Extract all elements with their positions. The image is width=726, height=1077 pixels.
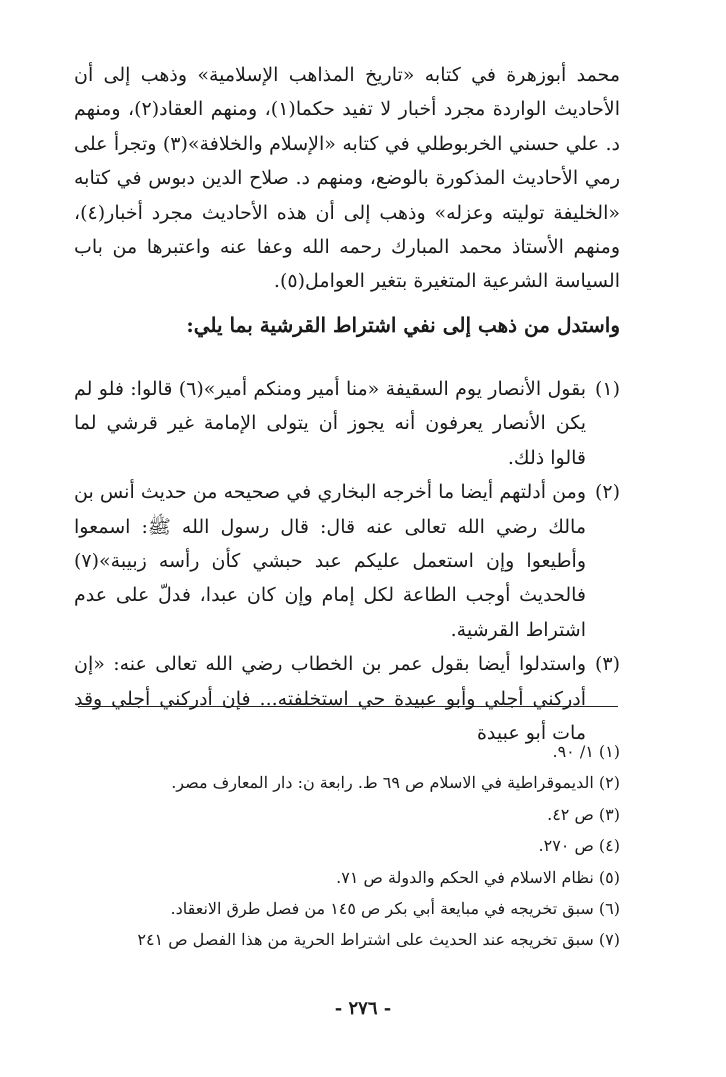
main-text-block (74, 58, 620, 299)
opening-paragraph: محمد أبوزهرة في كتابه «تاريخ المذاهب الإسلامية» وذهب إلى أن الأحاديث الواردة مجرد أخبار لا تفيد حكما(١)، ومنهم العقاد(٢)، ومنهم د. علي حسني الخربوطلي في كتابه «الإسلام والخلافة»(٣) وتجرأ على رمي الأحاديث المذكورة بالوضع، ومنهم د. صلاح الدين دبوس في كتابه «الخليفة توليته وعزله» وذهب إلى أن هذه الأحاديث مجرد أخبار(٤)، ومنهم الأستاذ محمد المبارك رحمه الله وعفا عنه واعتبرها من باب السياسة الشرعية المتغيرة بتغير العوامل(٥). (74, 64, 621, 293)
footnotes-list (74, 736, 620, 956)
footnote: (١) ١/ ٩٠. (552, 742, 620, 761)
page-number: - ٢٧٦ - (334, 998, 392, 1019)
evidence-text: واستدلوا أيضا بقول عمر بن الخطاب رضي الله تعالى عنه: «إن أدركني أجلي وأبو عبيدة حي استخلفته... فإن أدركني أجلي وقد مات أبو عبيدة (74, 653, 586, 745)
footnote: (٤) ص ٢٧٠. (538, 836, 620, 856)
footnote: (٢) الديموقراطية في الاسلام ص ٦٩ ط. رابعة ن: دار المعارف مصر. (171, 773, 620, 793)
evidence-text: بقول الأنصار يوم السقيفة «منا أمير ومنكم أمير»(٦) قالوا: فلو لم يكن الأنصار يعرفون أنه يجوز أن يتولى الإمامة غير قرشي لما قالوا ذلك. (74, 378, 586, 469)
section-heading: واستدل من ذهب إلى نفي اشتراط القرشية بما يلي: (186, 313, 620, 337)
evidence-item (74, 475, 620, 647)
evidence-number: (١) (594, 378, 620, 400)
evidence-text: ومن أدلتهم أيضا ما أخرجه البخاري في صحيحه من حديث أنس بن مالك رضي الله تعالى عنه قال: قال رسول الله ﷺ: اسمعوا وأطيعوا وإن استعمل عليكم عبد حبشي كأن رأسه زبيبة»(٧) فالحديث أوجب الطاعة لكل إمام وإن كان عبدا، فدلّ على عدم اشتراط القرشية. (74, 481, 586, 641)
footnote: (٥) نظام الاسلام في الحكم والدولة ص ٧١. (336, 867, 620, 887)
footnote: (٦) سبق تخريجه في مبايعة أبي بكر ص ١٤٥ من فصل طرق الانعقاد. (170, 899, 620, 919)
evidence-item (74, 372, 620, 475)
evidence-number: (٣) (594, 653, 620, 676)
evidence-list (74, 372, 620, 750)
footnote: (٧) سبق تخريجه عند الحديث على اشتراط الحرية من هذا الفصل ص ٢٤١ (137, 930, 620, 950)
evidence-item (74, 647, 620, 750)
footnote-separator (78, 706, 618, 707)
evidence-number: (٢) (594, 481, 620, 504)
footnote: (٣) ص ٤٢. (547, 804, 620, 824)
